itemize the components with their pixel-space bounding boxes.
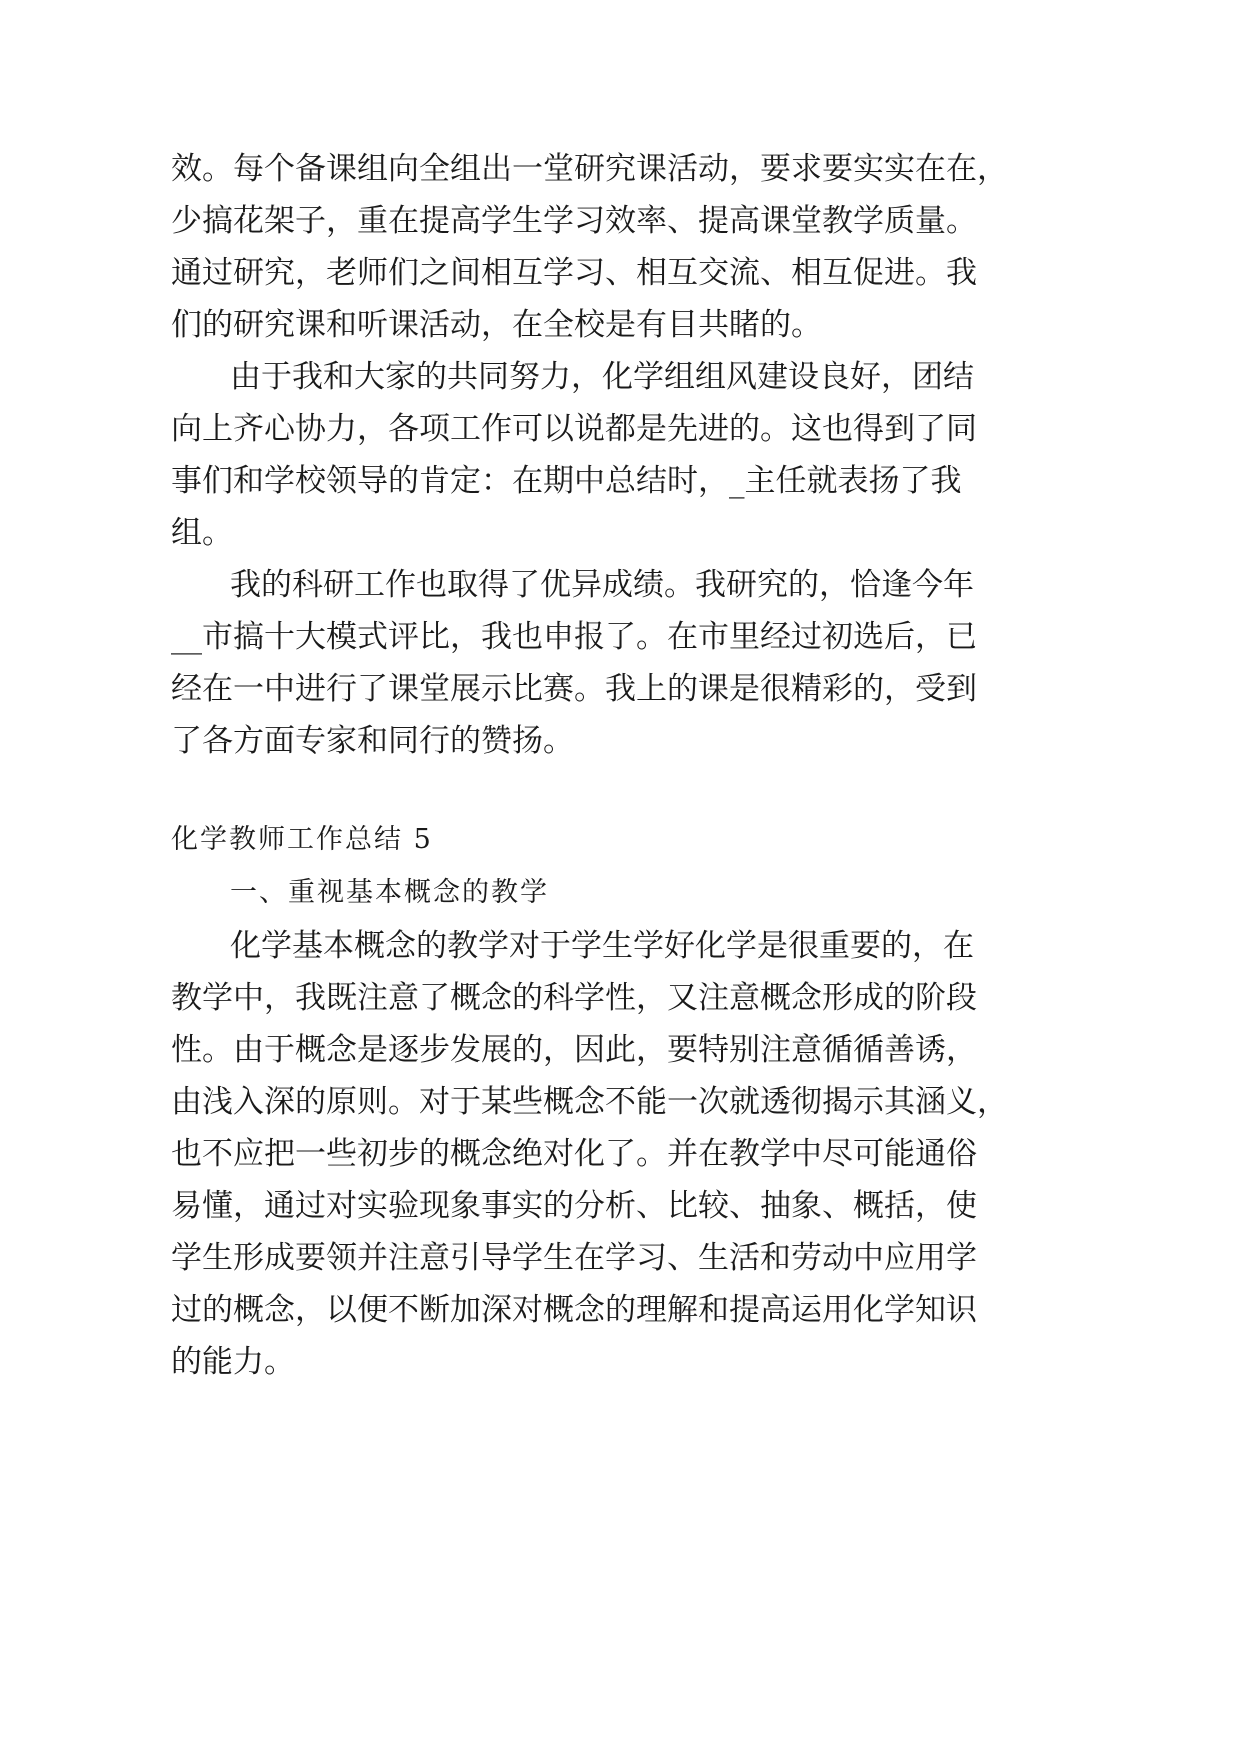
body-paragraph-line (0, 1340, 1241, 1384)
body-paragraph-line (0, 924, 1241, 968)
text-line: 少搞花架子，重在提高学生学习效率、提高课堂教学质量。 (171, 203, 977, 239)
paragraph-2-line (0, 355, 1241, 399)
body-paragraph-line (0, 1028, 1241, 1072)
text-line: 过的概念，以便不断加深对概念的理解和提高运用化学知识 (171, 1292, 977, 1328)
text-line: 也不应把一些初步的概念绝对化了。并在教学中尽可能通俗 (171, 1136, 977, 1172)
text-line: 易懂，通过对实验现象事实的分析、比较、抽象、概括，使 (171, 1188, 977, 1224)
text-line: 由于我和大家的共同努力，化学组组风建设良好，团结 (230, 359, 974, 395)
text-line: 们的研究课和听课活动，在全校是有目共睹的。 (171, 307, 822, 343)
text-line: 性。由于概念是逐步发展的，因此，要特别注意循循善诱， (171, 1032, 977, 1068)
paragraph-1-line (0, 303, 1241, 347)
paragraph-1-line (0, 199, 1241, 243)
paragraph-2-line (0, 511, 1241, 555)
paragraph-3-line (0, 563, 1241, 607)
paragraph-2-line (0, 407, 1241, 451)
text-line: 化学基本概念的教学对于学生学好化学是很重要的，在 (230, 928, 974, 964)
text-line: 的能力。 (171, 1344, 295, 1380)
text-line: 向上齐心协力，各项工作可以说都是先进的。这也得到了同 (171, 411, 977, 447)
paragraph-3-line (0, 719, 1241, 763)
paragraph-1-line (0, 251, 1241, 295)
text-line: 我的科研工作也取得了优异成绩。我研究的，恰逢今年 (230, 567, 974, 603)
body-paragraph-line (0, 1236, 1241, 1280)
text-line: 经在一中进行了课堂展示比赛。我上的课是很精彩的，受到 (171, 671, 977, 707)
subheading-line (0, 871, 1241, 915)
body-paragraph-line (0, 1184, 1241, 1228)
text-line: 了各方面专家和同行的赞扬。 (171, 723, 574, 759)
text-line: 效。每个备课组向全组出一堂研究课活动，要求要实实在在， (171, 151, 1008, 187)
text-line: 由浅入深的原则。对于某些概念不能一次就透彻揭示其涵义， (171, 1084, 1008, 1120)
paragraph-3-line (0, 615, 1241, 659)
paragraph-2-line (0, 459, 1241, 503)
body-paragraph-line (0, 1132, 1241, 1176)
text-line: 通过研究，老师们之间相互学习、相互交流、相互促进。我 (171, 255, 977, 291)
text-line: 学生形成要领并注意引导学生在学习、生活和劳动中应用学 (171, 1240, 977, 1276)
paragraph-1-line (0, 147, 1241, 191)
text-line: __市搞十大模式评比，我也申报了。在市里经过初选后，已 (171, 619, 977, 655)
text-line: 组。 (171, 515, 233, 551)
body-paragraph-line (0, 1288, 1241, 1332)
paragraph-3-line (0, 667, 1241, 711)
section-title-line (0, 818, 1241, 862)
text-line: 事们和学校领导的肯定：在期中总结时，_主任就表扬了我 (171, 463, 962, 499)
body-paragraph-line (0, 976, 1241, 1020)
section-title: 化学教师工作总结 5 (171, 824, 433, 855)
body-paragraph-line (0, 1080, 1241, 1124)
text-line: 教学中，我既注意了概念的科学性，又注意概念形成的阶段 (171, 980, 977, 1016)
subheading: 一、重视基本概念的教学 (230, 877, 549, 908)
